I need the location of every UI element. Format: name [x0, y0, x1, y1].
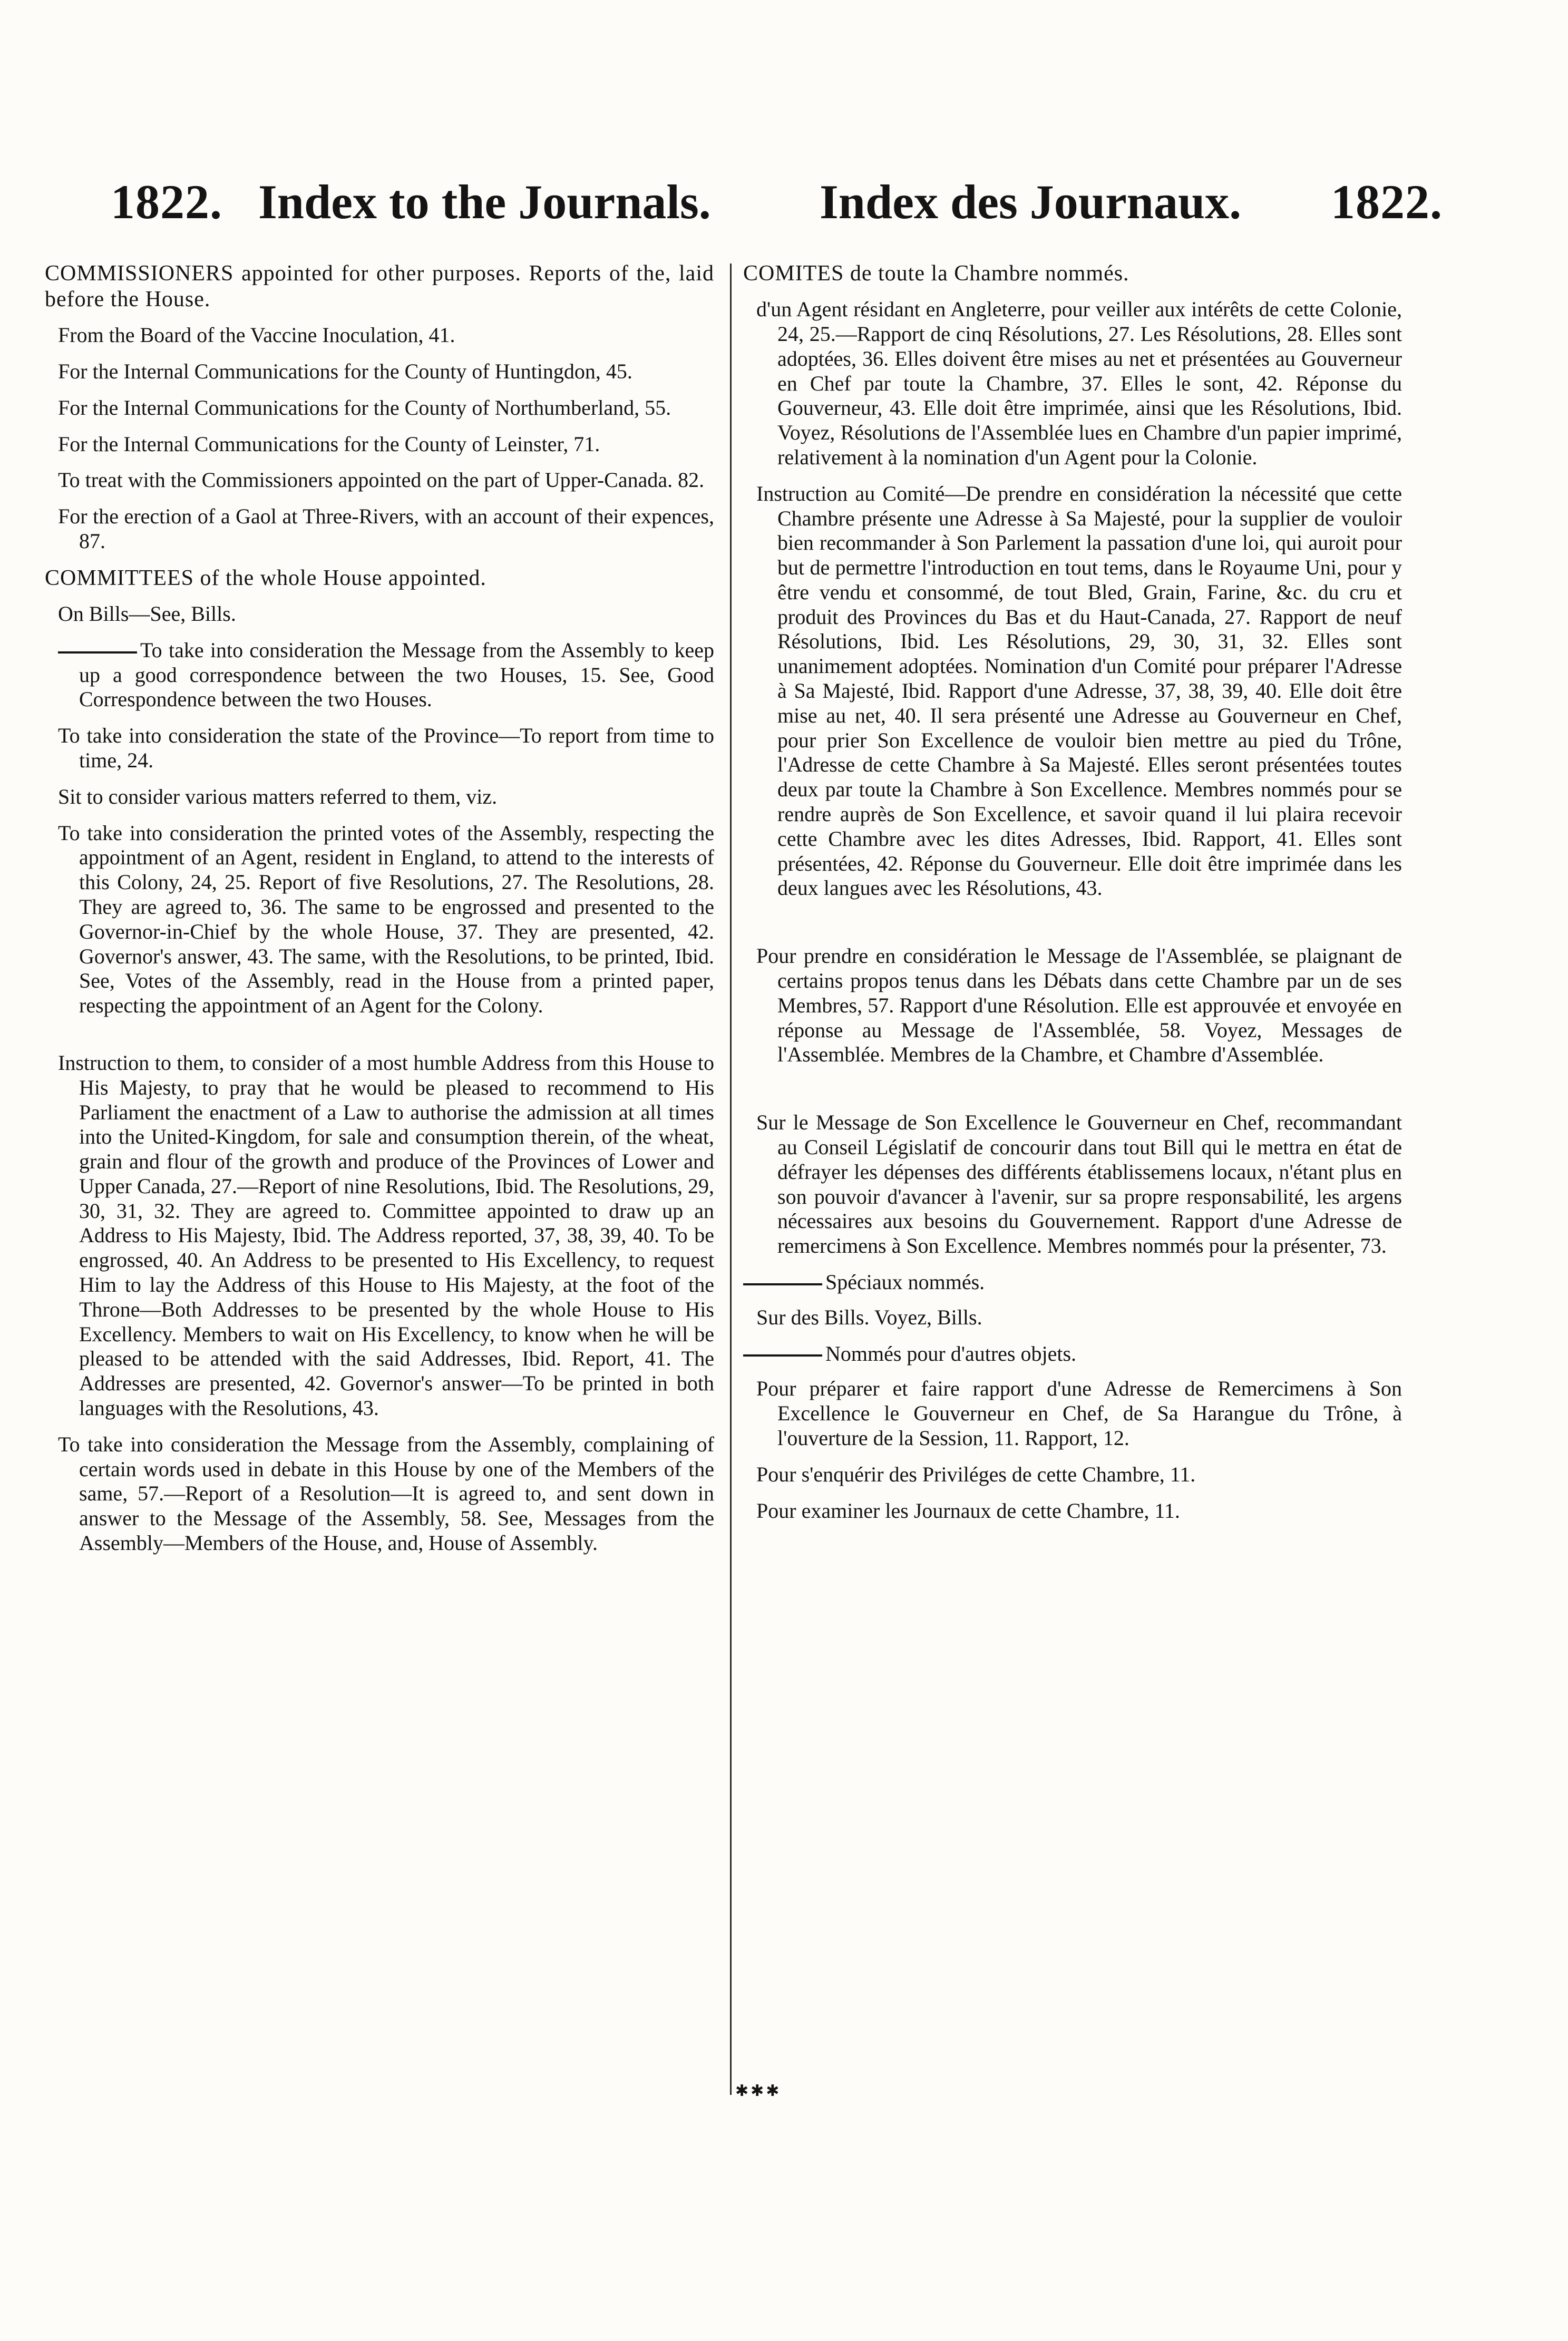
french-column [743, 261, 1402, 1535]
committees-item: To take into consideration the state of the Province—To report from time to time, 24. [58, 724, 714, 772]
commissioners-item: For the Internal Communications for the County of Northumberland, 55. [58, 395, 671, 420]
em-dash-rule [58, 651, 137, 653]
commissioners-item: For the Internal Communications for the County of Huntingdon, 45. [58, 359, 632, 384]
committees-item: To take into consideration the printed votes of the Assembly, respecting the appointment of an Agent, resident in England, to attend to the interests of this Colony, 24, 25. Report of five Resolutions, 27. The Resolutions, 28. They are agreed to, 36. The same to be engrossed and presented to the Governor-in-Chief by the whole House, 37. They are presented, 42. Governor's answer, 43. The same, with the Resolutions, to be printed, Ibid. See, Votes of the Assembly, read in the House from a printed paper, respecting the appointment of an Agent for the Colony. [58, 821, 714, 1018]
comites-heading: COMITES de toute la Chambre nommés. [743, 261, 1129, 286]
running-title-left: Index to the Journals. [258, 175, 711, 229]
em-dash-rule [743, 1354, 822, 1357]
column-divider [730, 264, 732, 2095]
em-dash-rule [743, 1283, 822, 1285]
commissioners-item: For the Internal Communications for the County of Leinster, 71. [58, 432, 600, 456]
comites-item: Pour prendre en considération le Message de l'Assemblée, se plaignant de certains propos tenus dans les Débats dans cette Chambre par un de ses Membres, 57. Rapport d'une Résolution. Elle est approuvée et envoyée en réponse au Message de l'Assemblée, 58. Voyez, Messages de l'Assemblée. Membres de la Chambre, et Chambre d'Assemblée. [756, 944, 1402, 1067]
autres-heading-text: Nommés pour d'autres objets. [825, 1341, 1077, 1365]
committees-heading: COMMITTEES of the whole House appointed. [45, 565, 486, 590]
comites-item: Sur le Message de Son Excellence le Gouverneur en Chef, recommandant au Conseil Législatif de concourir dans tout Bill qui le mettra en état de défrayer les dépenses des différents établissemens locaux, n'étant plus en son pouvoir d'avancer à l'avenir, sur sa propre responsabilité, les argens nécessaires aux besoins du Gouvernement. Rapport d'une Adresse de remercimens à Son Excellence. Membres nommés pour la présenter, 73. [756, 1110, 1402, 1258]
ornament-stars: ✱✱✱ [735, 2082, 782, 2100]
committees-item-text: To take into consideration the Message from the Assembly to keep up a good correspondence between the two Houses, 15. See, Good Correspondence between the two Houses. [79, 638, 714, 711]
committees-item: Instruction to them, to consider of a most humble Address from this House to His Majesty, to pray that he would be pleased to recommend to His Parliament the enactment of a Law to authorise the admission at all times into the United-Kingdom, for sale and consumption therein, of the wheat, grain and flour of the growth and produce of the Provinces of Lower and Upper Canada, 27.—Report of nine Resolutions, Ibid. The Resolutions, 29, 30, 31, 32. They are agreed to. Committee appointed to draw up an Address to His Majesty, Ibid. The Address reported, 37, 38, 39, 40. To be engrossed, 40. An Address to be presented to His Excellency, to request Him to lay the Address of this House to His Majesty, at the foot of the Throne—Both Addresses to be presented by the whole House to His Excellency. Members to wait on His Excellency, to know when he will be pleased to be attended with the said Addresses, Ibid. Report, 41. The Addresses are presented, 42. Governor's answer—To be printed in both languages with the Resolutions, 43. [58, 1050, 714, 1420]
page-number-left: 1822. [111, 175, 222, 229]
autres-heading [743, 1342, 1402, 1367]
commissioners-heading: COMMISSIONERS appointed for other purposes. Reports of the, laid before the House. [45, 261, 714, 312]
autres-item: Pour s'enquérir des Priviléges de cette Chambre, 11. [756, 1462, 1196, 1486]
speciaux-bills: Sur des Bills. Voyez, Bills. [756, 1305, 982, 1329]
commissioners-item: For the erection of a Gaol at Three-Rivers, with an account of their expences, 87. [58, 504, 714, 553]
committees-item: To take into consideration the Message from the Assembly, complaining of certain words used in debate in this House by one of the Members of the same, 57.—Report of a Resolution—It is agreed to, and sent down in answer to the Message of the Assembly, 58. See, Messages from the Assembly—Members of the House, and, House of Assembly. [58, 1432, 714, 1555]
comites-item: d'un Agent résidant en Angleterre, pour veiller aux intérêts de cette Colonie, 24, 25.—Rapport de cinq Résolutions, 27. Les Résolutions, 28. Elles sont adoptées, 36. Elles doivent être mises au net et présentées au Gouverneur en Chef par toute la Chambre, 37. Elles le sont, 42. Réponse du Gouverneur, 43. Elle doit être imprimée, ainsi que les Résolutions, Ibid. Voyez, Résolutions de l'Assemblée lues en Chambre d'un papier imprimé, relativement à la nomination d'un Agent pour la Colonie. [756, 297, 1402, 469]
commissioners-item: To treat with the Commissioners appointed on the part of Upper-Canada. 82. [58, 468, 705, 492]
comites-item: Instruction au Comité—De prendre en considération la nécessité que cette Chambre présente une Adresse à Sa Majesté, pour la supplier de vouloir bien recommander à Son Parlement la passation d'une loi, qui auroit pour but de permettre l'introduction en tout tems, dans le Royaume Uni, pour y être vendu et consommé, de tout Bled, Grain, Farine, &c. du cru et produit des Provinces du Bas et du Haut-Canada, 27. Rapport de neuf Résolutions, Ibid. Les Résolutions, 29, 30, 31, 32. Elles sont unanimement adoptées. Nomination d'un Comité pour préparer l'Adresse à Sa Majesté, Ibid. Rapport d'une Adresse, 37, 38, 39, 40. Elle doit être mise au net, 40. Il sera présenté une Adresse au Gouverneur en Chef, pour prier Son Excellence de vouloir bien mettre au pied du Trône, l'Adresse de cette Chambre à Sa Majesté. Elles seront présentées toutes deux par toute la Chambre à Son Excellence. Membres nommés pour se rendre auprès de Son Excellence, et savoir quand il lui plaira recevoir cette Chambre avec les dites Adresses, Ibid. Rapport, 41. Elles sont présentées, 42. Réponse du Gouverneur. Elle doit être imprimée dans les deux langues avec les Résolutions, 43. [756, 481, 1402, 900]
autres-item: Pour examiner les Journaux de cette Chambre, 11. [756, 1498, 1180, 1523]
speciaux-heading [743, 1270, 1402, 1295]
committees-on-bills: On Bills—See, Bills. [58, 601, 236, 626]
autres-item: Pour préparer et faire rapport d'une Adresse de Remercimens à Son Excellence le Gouverneur en Chef, de Sa Harangue du Trône, à l'ouverture de la Session, 11. Rapport, 12. [756, 1377, 1402, 1450]
committees-item: Sit to consider various matters referred to them, viz. [58, 784, 498, 808]
speciaux-heading-text: Spéciaux nommés. [825, 1270, 985, 1294]
running-title-right: Index des Journaux. [820, 175, 1242, 229]
committees-item [45, 638, 714, 712]
page-number-right: 1822. [1331, 175, 1443, 229]
english-column [45, 261, 714, 1567]
commissioners-item: From the Board of the Vaccine Inoculation, 41. [58, 323, 455, 347]
